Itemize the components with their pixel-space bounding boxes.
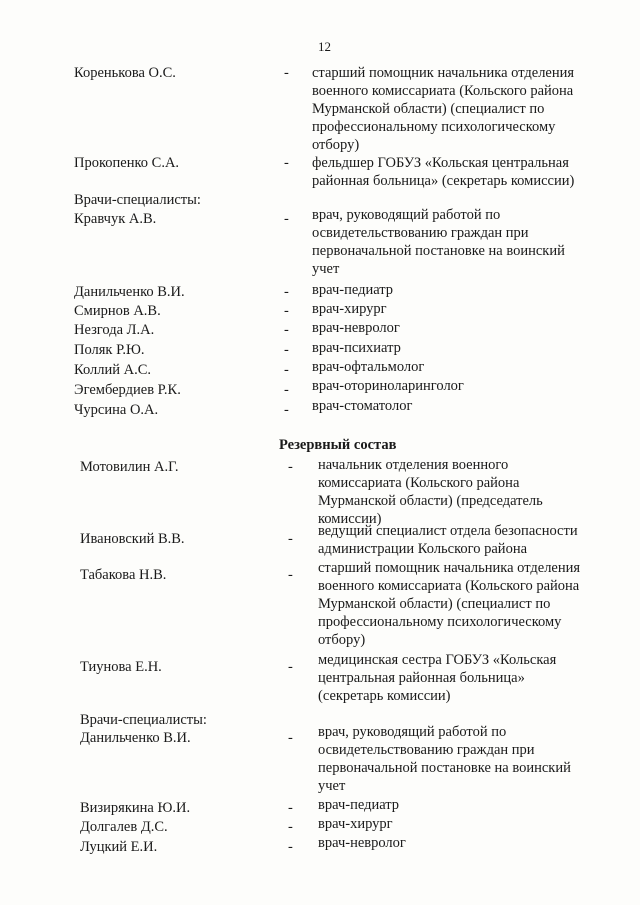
- page-number: 12: [318, 39, 331, 54]
- doctor-name: Чурсина О.А.: [74, 402, 159, 418]
- doctor-role-line: врач-педиатр: [318, 797, 400, 813]
- dash: -: [288, 819, 293, 835]
- doctor-name: Эгембердиев Р.К.: [74, 382, 181, 398]
- doctor-role-line: освидетельствованию граждан при: [318, 742, 535, 758]
- doctor-role-line: врач-невролог: [318, 835, 406, 851]
- member-role-line: начальник отделения военного: [318, 457, 509, 473]
- dash: -: [284, 402, 289, 418]
- member-name: Тиунова Е.Н.: [80, 659, 162, 675]
- dash: -: [288, 800, 293, 816]
- doctor-role-line: врач-невролог: [312, 320, 400, 336]
- doctor-name: Смирнов А.В.: [74, 303, 161, 319]
- member-role-line: администрации Кольского района: [318, 541, 528, 557]
- doctor-role-line: врач-психиатр: [312, 340, 401, 356]
- dash: -: [284, 303, 289, 319]
- member-role-line: военного комиссариата (Кольского района: [312, 83, 574, 99]
- member-role-line: районная больница» (секретарь комиссии): [312, 173, 575, 189]
- dash: -: [288, 531, 293, 547]
- doctor-name: Луцкий Е.И.: [80, 839, 158, 855]
- doctors-header: Врачи-специалисты:: [74, 192, 201, 208]
- member-role-line: Мурманской области) (специалист по: [312, 101, 545, 117]
- doctor-role-line: врач-педиатр: [312, 282, 394, 298]
- doctor-name: Данильченко В.И.: [74, 284, 185, 300]
- member-role-line: старший помощник начальника отделения: [318, 560, 581, 576]
- doctor-role-line: врач, руководящий работой по: [318, 724, 507, 740]
- member-name: Коренькова О.С.: [74, 65, 176, 81]
- member-role-line: военного комиссариата (Кольского района: [318, 578, 580, 594]
- dash: -: [288, 459, 293, 475]
- member-role-line: Мурманской области) (председатель: [318, 493, 543, 509]
- doctor-role-line: учет: [318, 778, 346, 794]
- doctor-role-line: врач-хирург: [318, 816, 393, 832]
- dash: -: [288, 659, 293, 675]
- member-name: Прокопенко С.А.: [74, 155, 180, 171]
- dash: -: [288, 730, 293, 746]
- doctor-role-line: врач-оториноларинголог: [312, 378, 464, 394]
- member-role-line: отбору): [312, 137, 360, 153]
- dash: -: [284, 284, 289, 300]
- dash: -: [288, 839, 293, 855]
- dash: -: [284, 211, 289, 227]
- member-role-line: (секретарь комиссии): [318, 688, 451, 704]
- doctor-role-line: первоначальной постановке на воинский: [312, 243, 565, 259]
- doctor-name: Поляк Р.Ю.: [74, 342, 145, 358]
- member-role-line: Мурманской области) (специалист по: [318, 596, 551, 612]
- member-name: Мотовилин А.Г.: [80, 459, 179, 475]
- member-role-line: фельдшер ГОБУЗ «Кольская центральная: [312, 155, 569, 171]
- doctor-name: Данильченко В.И.: [80, 730, 191, 746]
- member-name: Табакова Н.В.: [80, 567, 167, 583]
- member-name: Ивановский В.В.: [80, 531, 185, 547]
- doctor-role-line: первоначальной постановке на воинский: [318, 760, 571, 776]
- member-role-line: профессиональному психологическому: [318, 614, 562, 630]
- member-role-line: ведущий специалист отдела безопасности: [318, 523, 578, 539]
- member-role-line: старший помощник начальника отделения: [312, 65, 575, 81]
- doctor-name: Долгалев Д.С.: [80, 819, 168, 835]
- doctor-name: Кравчук А.В.: [74, 211, 157, 227]
- dash: -: [284, 342, 289, 358]
- member-role-line: медицинская сестра ГОБУЗ «Кольская: [318, 652, 557, 668]
- doctor-name: Незгода Л.А.: [74, 322, 155, 338]
- member-role-line: отбору): [318, 632, 366, 648]
- doctor-name: Коллий А.С.: [74, 362, 152, 378]
- doctor-name: Визирякина Ю.И.: [80, 800, 191, 816]
- doctor-role-line: врач-стоматолог: [312, 398, 413, 414]
- member-role-line: профессиональному психологическому: [312, 119, 556, 135]
- dash: -: [284, 155, 289, 171]
- doctor-role-line: врач-офтальмолог: [312, 359, 425, 375]
- reserve-heading: Резервный состав: [279, 437, 397, 453]
- dash: -: [284, 65, 289, 81]
- member-role-line: комиссариата (Кольского района: [318, 475, 520, 491]
- member-role-line: центральная районная больница»: [318, 670, 525, 686]
- doctor-role-line: врач-хирург: [312, 301, 387, 317]
- doctors-header: Врачи-специалисты:: [80, 712, 207, 728]
- doctor-role-line: врач, руководящий работой по: [312, 207, 501, 223]
- doctor-role-line: освидетельствованию граждан при: [312, 225, 529, 241]
- dash: -: [284, 362, 289, 378]
- doctor-role-line: учет: [312, 261, 340, 277]
- dash: -: [284, 382, 289, 398]
- dash: -: [284, 322, 289, 338]
- dash: -: [288, 567, 293, 583]
- member-role-line: комиссии): [318, 511, 382, 527]
